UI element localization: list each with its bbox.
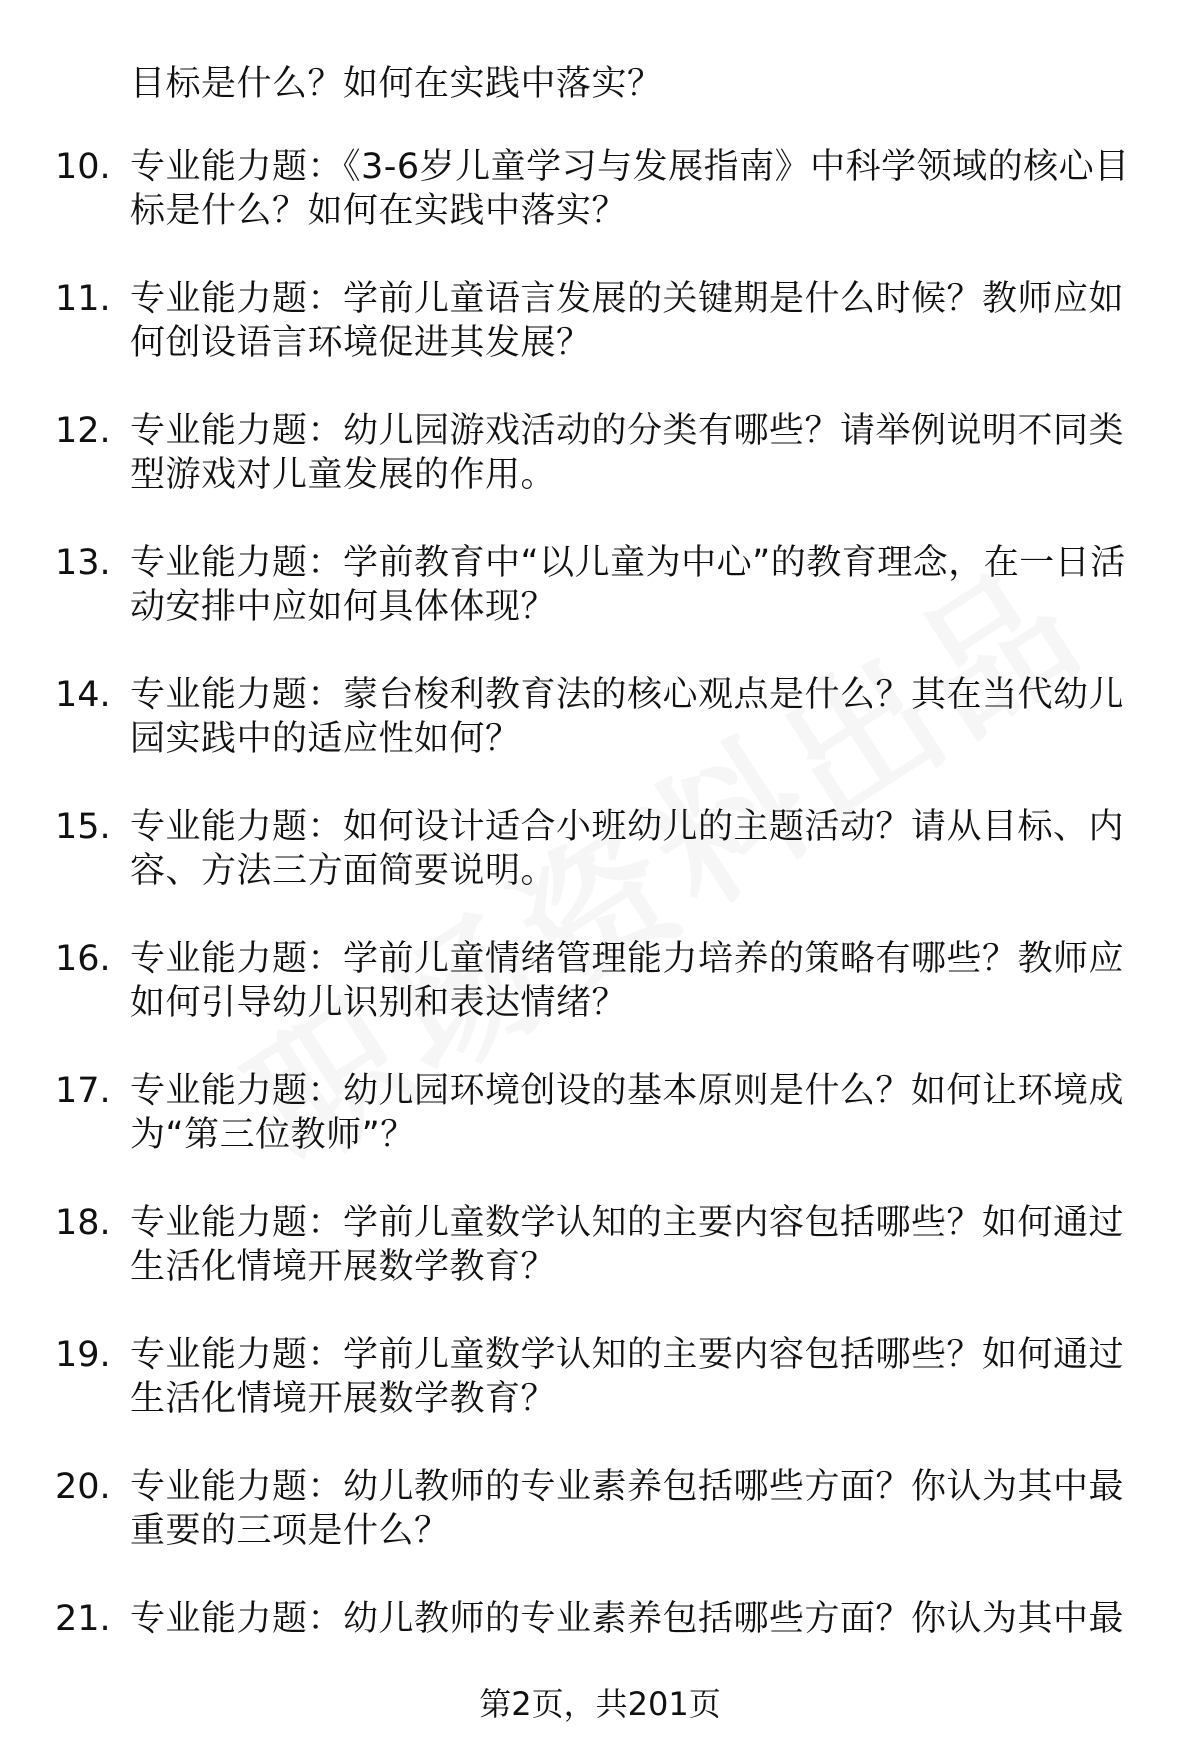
question-item	[0, 937, 1200, 1069]
question-number: 21.	[55, 1599, 111, 1639]
page-footer: 第2页，共201页	[479, 1685, 721, 1723]
question-text: 专业能力题：幼儿园环境创设的基本原则是什么？如何让环境成为“第三位教师”？	[130, 1071, 1125, 1155]
question-item	[0, 805, 1200, 937]
question-number: 15.	[55, 807, 111, 847]
question-number: 17.	[55, 1071, 111, 1111]
question-item	[0, 541, 1200, 673]
question-item	[0, 277, 1200, 409]
question-item	[0, 1465, 1200, 1597]
question-number: 14.	[55, 675, 111, 715]
question-item	[0, 409, 1200, 541]
question-number: 18.	[55, 1203, 111, 1243]
question-text: 专业能力题：学前儿童数学认知的主要内容包括哪些？如何通过生活化情境开展数学教育？	[130, 1335, 1125, 1419]
question-item	[0, 1201, 1200, 1333]
question-number: 19.	[55, 1335, 111, 1375]
question-text: 专业能力题：幼儿园游戏活动的分类有哪些？请举例说明不同类型游戏对儿童发展的作用。	[130, 411, 1125, 495]
question-number: 11.	[55, 279, 111, 319]
continued-question-text: 目标是什么？如何在实践中落实？	[130, 64, 663, 104]
question-number: 20.	[55, 1467, 111, 1507]
question-item	[0, 673, 1200, 805]
question-item	[0, 1333, 1200, 1465]
question-text: 专业能力题：蒙台梭利教育法的核心观点是什么？其在当代幼儿园实践中的适应性如何？	[130, 675, 1125, 759]
question-text: 专业能力题：学前儿童情绪管理能力培养的策略有哪些？教师应如何引导幼儿识别和表达情绪？	[130, 939, 1125, 1023]
question-item	[0, 145, 1200, 277]
question-text: 专业能力题：幼儿教师的专业素养包括哪些方面？你认为其中最	[130, 1599, 1125, 1639]
question-text: 专业能力题：学前儿童数学认知的主要内容包括哪些？如何通过生活化情境开展数学教育？	[130, 1203, 1125, 1287]
question-text: 专业能力题：如何设计适合小班幼儿的主题活动？请从目标、内容、方法三方面简要说明。	[130, 807, 1125, 891]
question-text: 专业能力题：学前儿童语言发展的关键期是什么时候？教师应如何创设语言环境促进其发展？	[130, 279, 1125, 363]
question-text: 专业能力题：幼儿教师的专业素养包括哪些方面？你认为其中最重要的三项是什么？	[130, 1467, 1125, 1551]
question-item	[0, 1069, 1200, 1201]
question-number: 13.	[55, 543, 111, 583]
question-number: 10.	[55, 147, 111, 187]
question-number: 16.	[55, 939, 111, 979]
question-list	[0, 145, 1200, 1729]
question-number: 12.	[55, 411, 111, 451]
question-text: 专业能力题：《3-6岁儿童学习与发展指南》中科学领域的核心目标是什么？如何在实践中落实？	[130, 147, 1130, 231]
question-text: 专业能力题：学前教育中“以儿童为中心”的教育理念，在一日活动安排中应如何具体体现？	[130, 543, 1126, 627]
